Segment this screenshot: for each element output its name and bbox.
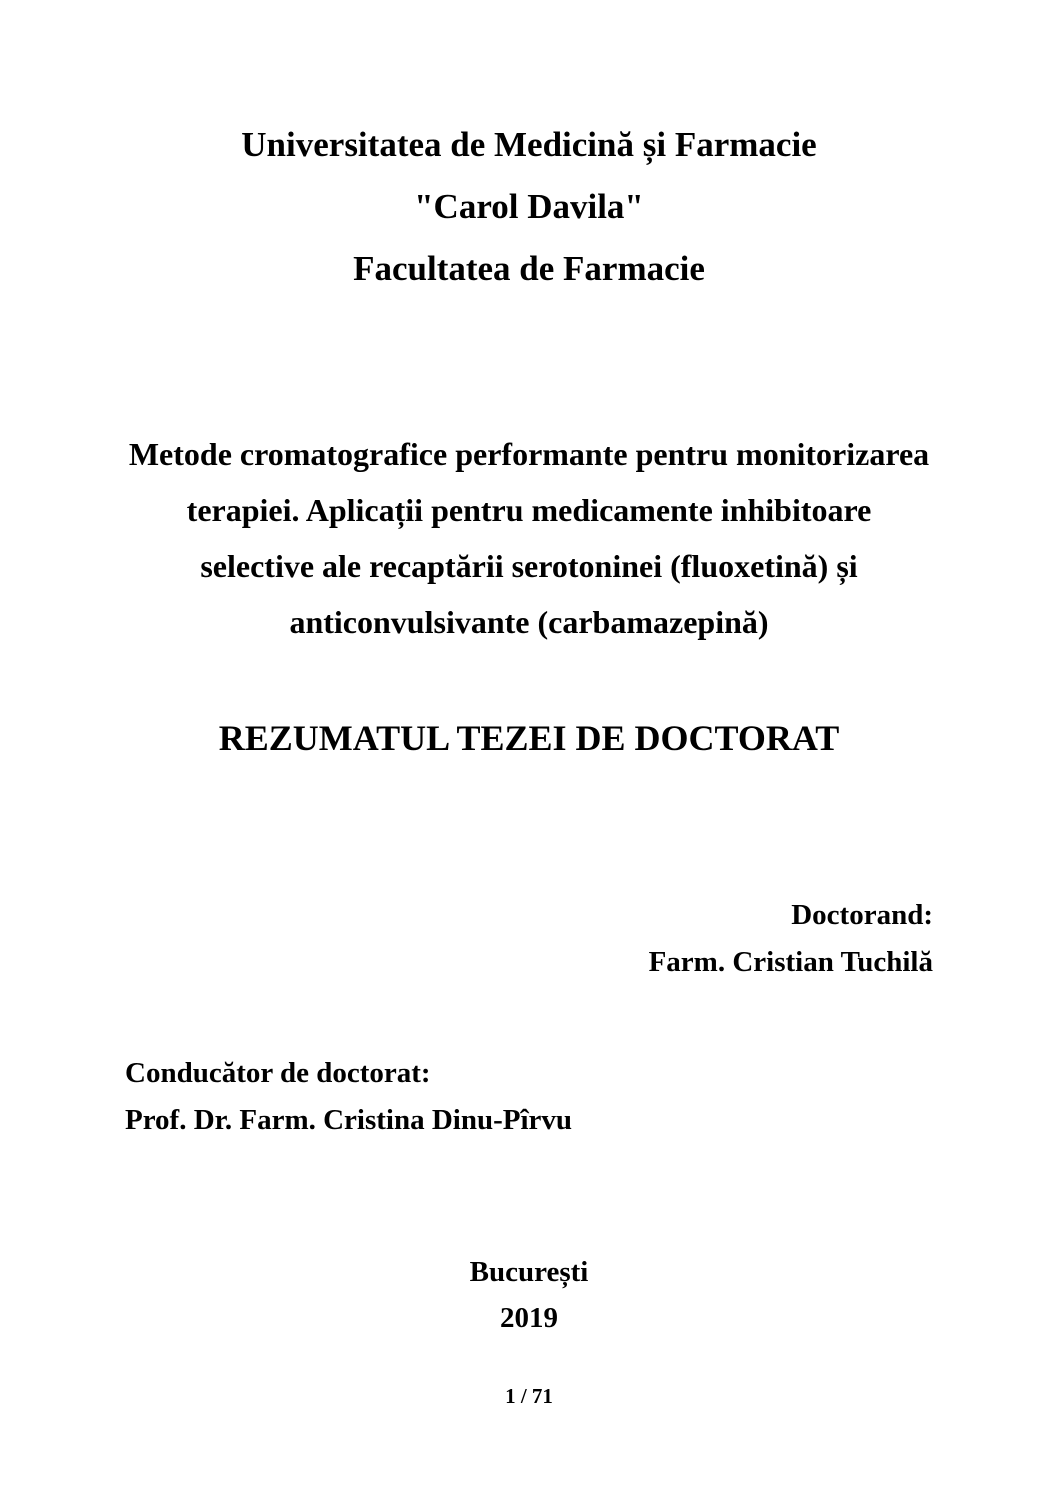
doctorand-label: Doctorand: xyxy=(791,899,933,931)
page-number: 1 / 71 xyxy=(505,1384,553,1408)
thesis-title-line-3: selective ale recaptării serotoninei (fluoxetină) și xyxy=(200,548,858,584)
university-quoted-name: "Carol Davila" xyxy=(414,187,644,226)
location-year: 2019 xyxy=(500,1302,558,1334)
faculty-name: Facultatea de Farmacie xyxy=(353,249,705,288)
advisor-block xyxy=(125,1050,825,1144)
location-city: București xyxy=(469,1256,589,1288)
summary-heading: REZUMATUL TEZEI DE DOCTORAT xyxy=(218,718,840,758)
thesis-title-line-1: Metode cromatografice performante pentru monitorizarea xyxy=(128,436,930,472)
advisor-name: Prof. Dr. Farm. Cristina Dinu-Pîrvu xyxy=(125,1104,573,1136)
advisor-label: Conducător de doctorat: xyxy=(125,1057,431,1089)
university-name: Universitatea de Medicină și Farmacie xyxy=(241,125,817,164)
thesis-title xyxy=(126,426,932,650)
thesis-title-line-2: terapiei. Aplicații pentru medicamente inhibitoare xyxy=(186,492,872,528)
doctorand-name: Farm. Cristian Tuchilă xyxy=(648,946,933,978)
thesis-title-line-4: anticonvulsivante (carbamazepină) xyxy=(289,604,769,640)
location-block xyxy=(0,1249,1058,1341)
university-header xyxy=(0,114,1058,300)
doctoral-candidate-block xyxy=(233,892,933,986)
